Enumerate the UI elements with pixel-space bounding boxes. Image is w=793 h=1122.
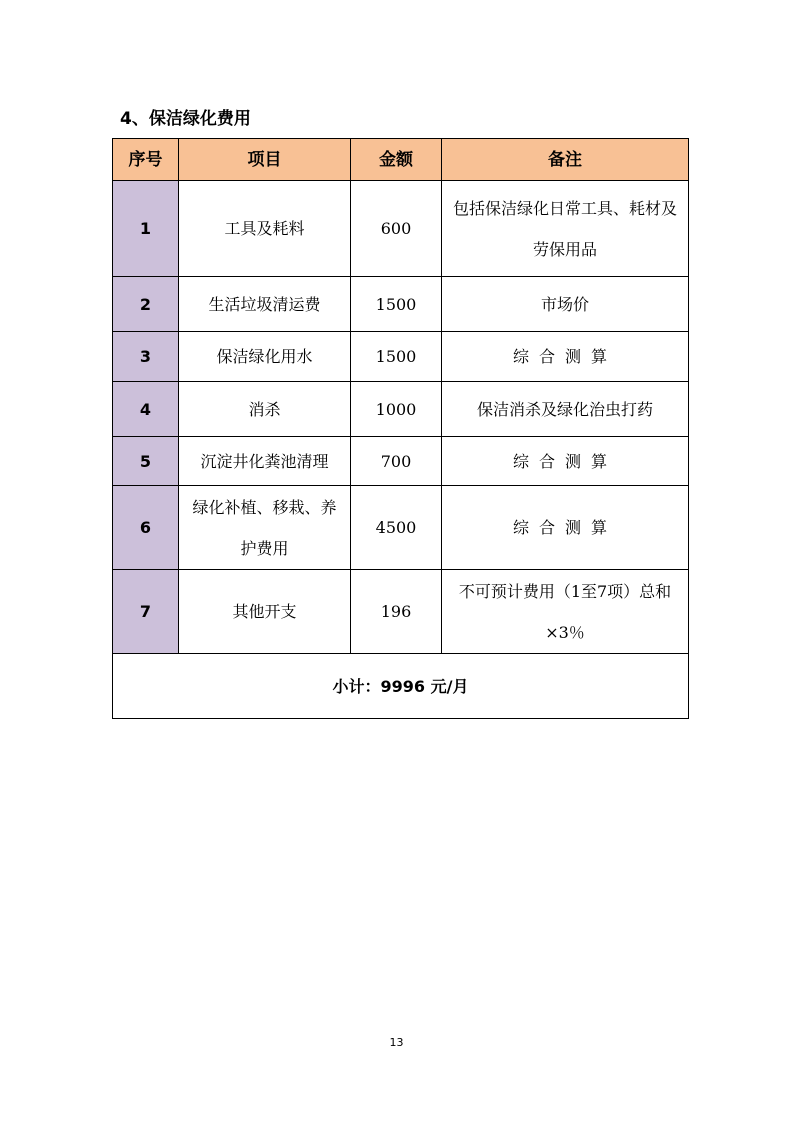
- row-note: 保洁消杀及绿化治虫打药: [442, 382, 689, 437]
- row-no: 1: [113, 181, 179, 277]
- table-row: [113, 486, 689, 570]
- row-amount: 700: [351, 437, 442, 486]
- row-note: 不可预计费用（1至7项）总和×3％: [442, 570, 689, 654]
- row-no: 5: [113, 437, 179, 486]
- row-no: 2: [113, 277, 179, 332]
- row-amount: 1500: [351, 277, 442, 332]
- header-amount: 金额: [351, 139, 442, 181]
- header-no: 序号: [113, 139, 179, 181]
- table-total-row: [113, 654, 689, 719]
- row-item: 工具及耗料: [179, 181, 351, 277]
- table-row: [113, 437, 689, 486]
- row-no: 6: [113, 486, 179, 570]
- row-item: 其他开支: [179, 570, 351, 654]
- row-amount: 1000: [351, 382, 442, 437]
- row-item: 绿化补植、移栽、养护费用: [179, 486, 351, 570]
- row-amount: 196: [351, 570, 442, 654]
- row-note: 综合测算: [442, 486, 689, 570]
- header-item: 项目: [179, 139, 351, 181]
- row-item: 消杀: [179, 382, 351, 437]
- section-title: 4、保洁绿化费用: [120, 109, 251, 129]
- row-amount: 4500: [351, 486, 442, 570]
- row-note: 市场价: [442, 277, 689, 332]
- table-row: [113, 332, 689, 382]
- row-note: 综合测算: [442, 332, 689, 382]
- row-item: 生活垃圾清运费: [179, 277, 351, 332]
- row-no: 3: [113, 332, 179, 382]
- table-row: [113, 570, 689, 654]
- table-header-row: [113, 139, 689, 181]
- page-number: 13: [389, 1036, 404, 1049]
- row-amount: 1500: [351, 332, 442, 382]
- row-note: 综合测算: [442, 437, 689, 486]
- header-note: 备注: [442, 139, 689, 181]
- table-row: [113, 277, 689, 332]
- fee-table: [112, 138, 689, 719]
- row-item: 保洁绿化用水: [179, 332, 351, 382]
- row-note: 包括保洁绿化日常工具、耗材及劳保用品: [442, 181, 689, 277]
- row-no: 4: [113, 382, 179, 437]
- table-row: [113, 382, 689, 437]
- row-amount: 600: [351, 181, 442, 277]
- row-no: 7: [113, 570, 179, 654]
- row-item: 沉淀井化粪池清理: [179, 437, 351, 486]
- table-row: [113, 181, 689, 277]
- total-label: 小计：9996 元/月: [113, 654, 689, 719]
